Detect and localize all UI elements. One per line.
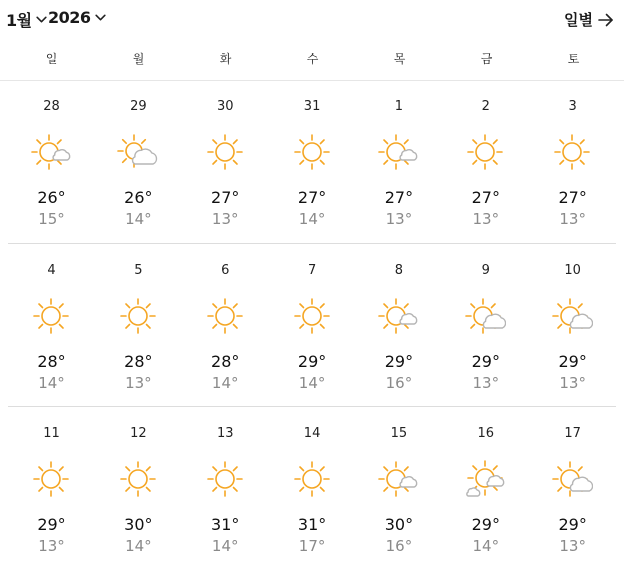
day-cell[interactable]: [182, 245, 269, 408]
sun-icon: [204, 131, 246, 173]
sun-icon: [30, 295, 72, 337]
year-selector[interactable]: [48, 8, 107, 27]
sun-icon: [291, 295, 333, 337]
day-cell[interactable]: [95, 245, 182, 408]
high-temp: 29°: [558, 515, 587, 534]
high-temp: 29°: [37, 515, 66, 534]
high-temp: 31°: [211, 515, 240, 534]
week-row: [8, 81, 616, 244]
date-label: 30: [216, 99, 234, 114]
week-row: [8, 408, 616, 571]
low-temp: 14°: [125, 537, 152, 555]
partly-cloudy-icon: [551, 458, 593, 500]
date-label: 1: [394, 99, 404, 114]
high-temp: 26°: [37, 188, 66, 207]
partly-cloudy-icon: [464, 295, 506, 337]
day-cell[interactable]: [8, 81, 95, 244]
daily-view-label: 일별: [564, 11, 593, 29]
partly-cloudy-icon: [551, 295, 593, 337]
low-temp: 13°: [559, 210, 586, 228]
high-temp: 27°: [471, 188, 500, 207]
date-label: 16: [477, 426, 495, 441]
low-temp: 13°: [385, 210, 413, 228]
day-cell[interactable]: [95, 408, 182, 571]
high-temp: 29°: [384, 352, 414, 371]
date-label: 9: [481, 263, 490, 278]
day-cell[interactable]: [182, 408, 269, 571]
daily-view-link[interactable]: [564, 9, 614, 30]
low-temp: 17°: [298, 537, 326, 555]
low-temp: 14°: [211, 537, 239, 555]
high-temp: 30°: [384, 515, 414, 534]
low-temp: 13°: [125, 374, 152, 392]
high-temp: 26°: [124, 188, 153, 207]
low-temp: 13°: [472, 374, 500, 392]
weekday-label: 금: [480, 52, 493, 66]
sun-icon: [204, 458, 246, 500]
sun-icon: [204, 295, 246, 337]
day-cell[interactable]: [529, 408, 616, 571]
date-label: 5: [134, 263, 143, 278]
day-cell[interactable]: [95, 81, 182, 244]
high-temp: 31°: [297, 515, 327, 534]
day-cell[interactable]: [8, 408, 95, 571]
day-cell[interactable]: [269, 408, 356, 571]
chevron-down-icon: [35, 13, 48, 26]
low-temp: 13°: [38, 537, 65, 555]
date-label: 14: [303, 426, 321, 441]
low-temp: 13°: [559, 537, 586, 555]
weekday-label: 수: [306, 52, 319, 66]
high-temp: 29°: [297, 352, 327, 371]
day-cell[interactable]: [442, 245, 529, 408]
low-temp: 13°: [472, 210, 500, 228]
high-temp: 27°: [384, 188, 414, 207]
day-cell[interactable]: [529, 245, 616, 408]
low-temp: 14°: [38, 374, 65, 392]
sun-icon: [464, 131, 506, 173]
low-temp: 15°: [38, 210, 65, 228]
date-label: 7: [307, 263, 317, 278]
week-row: [8, 245, 616, 408]
high-temp: 27°: [297, 188, 327, 207]
date-label: 12: [130, 426, 147, 441]
low-temp: 14°: [211, 374, 239, 392]
day-cell[interactable]: [442, 408, 529, 571]
day-cell[interactable]: [355, 408, 442, 571]
low-temp: 14°: [298, 210, 326, 228]
day-cell[interactable]: [355, 81, 442, 244]
day-cell[interactable]: [8, 245, 95, 408]
sun-small-cloud-icon: [377, 295, 419, 337]
low-temp: 14°: [298, 374, 326, 392]
low-temp: 13°: [211, 210, 239, 228]
date-label: 13: [216, 426, 234, 441]
arrow-right-icon: [598, 13, 614, 27]
sun-small-cloud-icon: [377, 458, 419, 500]
low-temp: 16°: [385, 374, 413, 392]
sun-cloud-icon: [117, 131, 159, 173]
month-selector[interactable]: [6, 8, 48, 31]
day-cell[interactable]: [269, 81, 356, 244]
week-divider: [8, 406, 616, 407]
low-temp: 14°: [125, 210, 152, 228]
date-label: 28: [43, 99, 60, 114]
high-temp: 27°: [558, 188, 587, 207]
weekday-label: 화: [219, 52, 232, 66]
low-temp: 16°: [385, 537, 413, 555]
sun-small-cloud-icon: [30, 131, 72, 173]
day-cell[interactable]: [442, 81, 529, 244]
chevron-down-icon: [94, 11, 107, 24]
sun-icon: [117, 295, 159, 337]
sun-two-clouds-icon: [464, 458, 506, 500]
sun-small-cloud-icon: [377, 131, 419, 173]
date-label: 17: [564, 426, 581, 441]
sun-icon: [117, 458, 159, 500]
date-label: 10: [564, 263, 581, 278]
calendar-header: [0, 0, 624, 40]
low-temp: 14°: [472, 537, 500, 555]
weekday-label: 목: [393, 52, 406, 66]
month-label: 1월: [6, 11, 32, 30]
date-label: 8: [394, 263, 404, 278]
high-temp: 27°: [211, 188, 240, 207]
date-label: 31: [303, 99, 321, 114]
high-temp: 30°: [124, 515, 153, 534]
date-label: 2: [481, 99, 490, 114]
date-label: 15: [390, 426, 408, 441]
high-temp: 28°: [211, 352, 240, 371]
date-label: 6: [221, 263, 230, 278]
high-temp: 29°: [471, 352, 500, 371]
low-temp: 13°: [559, 374, 586, 392]
sun-icon: [291, 131, 333, 173]
high-temp: 28°: [37, 352, 66, 371]
day-cell[interactable]: [355, 245, 442, 408]
day-cell[interactable]: [182, 81, 269, 244]
year-label: 2026: [48, 8, 91, 27]
date-label: 4: [47, 263, 56, 278]
weekday-label: 월: [132, 52, 145, 66]
weekday-label: 일: [45, 52, 58, 66]
high-temp: 29°: [471, 515, 500, 534]
sun-icon: [291, 458, 333, 500]
weekday-label: 토: [567, 52, 580, 66]
day-cell[interactable]: [269, 245, 356, 408]
date-label: 29: [130, 99, 147, 114]
sun-icon: [551, 131, 593, 173]
day-cell[interactable]: [529, 81, 616, 244]
high-temp: 29°: [558, 352, 587, 371]
sun-icon: [30, 458, 72, 500]
date-label: 11: [43, 426, 60, 441]
date-label: 3: [568, 99, 577, 114]
weekday-header-row: [0, 50, 624, 74]
week-divider: [8, 243, 616, 244]
high-temp: 28°: [124, 352, 153, 371]
